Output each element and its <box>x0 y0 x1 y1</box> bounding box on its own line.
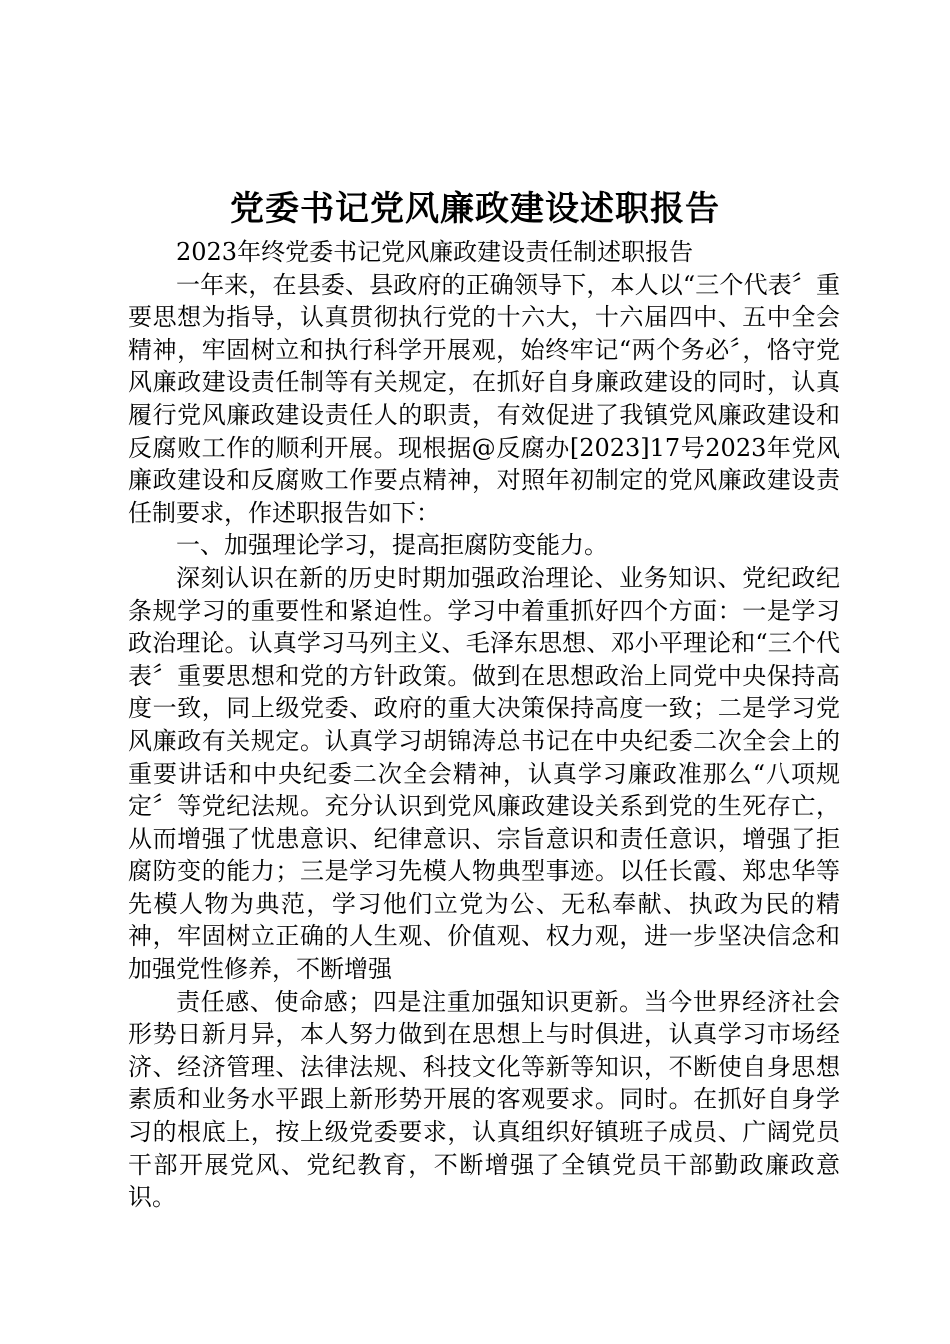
body-paragraph: 深刻认识在新的历史时期加强政治理论、业务知识、党纪政纪条规学习的重要性和紧迫性。学习中着重抓好四个方面：一是学习政治理论。认真学习马列主义、毛泽东思想、邓小平理论和“三个代表〞重要思想和党的方针政策。做到在思想政治上同党中央保持高度一致，同上级党委、政府的重大决策保持高度一致；二是学习党风廉政有关规定。认真学习胡锦涛总书记在中央纪委二次全会上的重要讲话和中央纪委二次全会精神，认真学习廉政准那么“八项规定〞等党纪法规。充分认识到党风廉政建设关系到党的生死存亡，从而增强了忧患意识、纪律意识、宗旨意识和责任意识，增强了拒腐防变的能力；三是学习先模人物典型事迹。以任长霞、郑忠华等先模人物为典范，学习他们立党为公、无私奉献、执政为民的精神，牢固树立正确的人生观、价值观、权力观，进一步坚决信念和加强党性修养，不断增强 <box>128 563 840 984</box>
intro-paragraph: 一年来，在县委、县政府的正确领导下，本人以“三个代表〞重要思想为指导，认真贯彻执行党的十六大，十六届四中、五中全会精神，牢固树立和执行科学开展观，始终牢记“两个务必〞，恪守党风廉政建设责任制等有关规定，在抓好自身廉政建设的同时，认真履行党风廉政建设责任人的职责，有效促进了我镇党风廉政建设和反腐败工作的顺利开展。现根据@反腐办[2023]17号2023年党风廉政建设和反腐败工作要点精神，对照年初制定的党风廉政建设责任制要求，作述职报告如下： <box>128 270 840 527</box>
section-heading: 一、加强理论学习，提高拒腐防变能力。 <box>176 531 608 560</box>
report-subtitle: 2023年终党委书记党风廉政建设责任制述职报告 <box>176 238 694 266</box>
document-body <box>128 236 840 1214</box>
body-paragraph: 责任感、使命感；四是注重加强知识更新。当今世界经济社会形势日新月异，本人努力做到在思想上与时俱进，认真学习市场经济、经济管理、法律法规、科技文化等新等知识，不断使自身思想素质和业务水平跟上新形势开展的客观要求。同时。在抓好自身学习的根底上，按上级党委要求，认真组织好镇班子成员、广阔党员干部开展党风、党纪教育，不断增强了全镇党员干部勤政廉政意识。 <box>128 987 840 1212</box>
document-title: 党委书记党风廉政建设述职报告 <box>230 189 720 229</box>
